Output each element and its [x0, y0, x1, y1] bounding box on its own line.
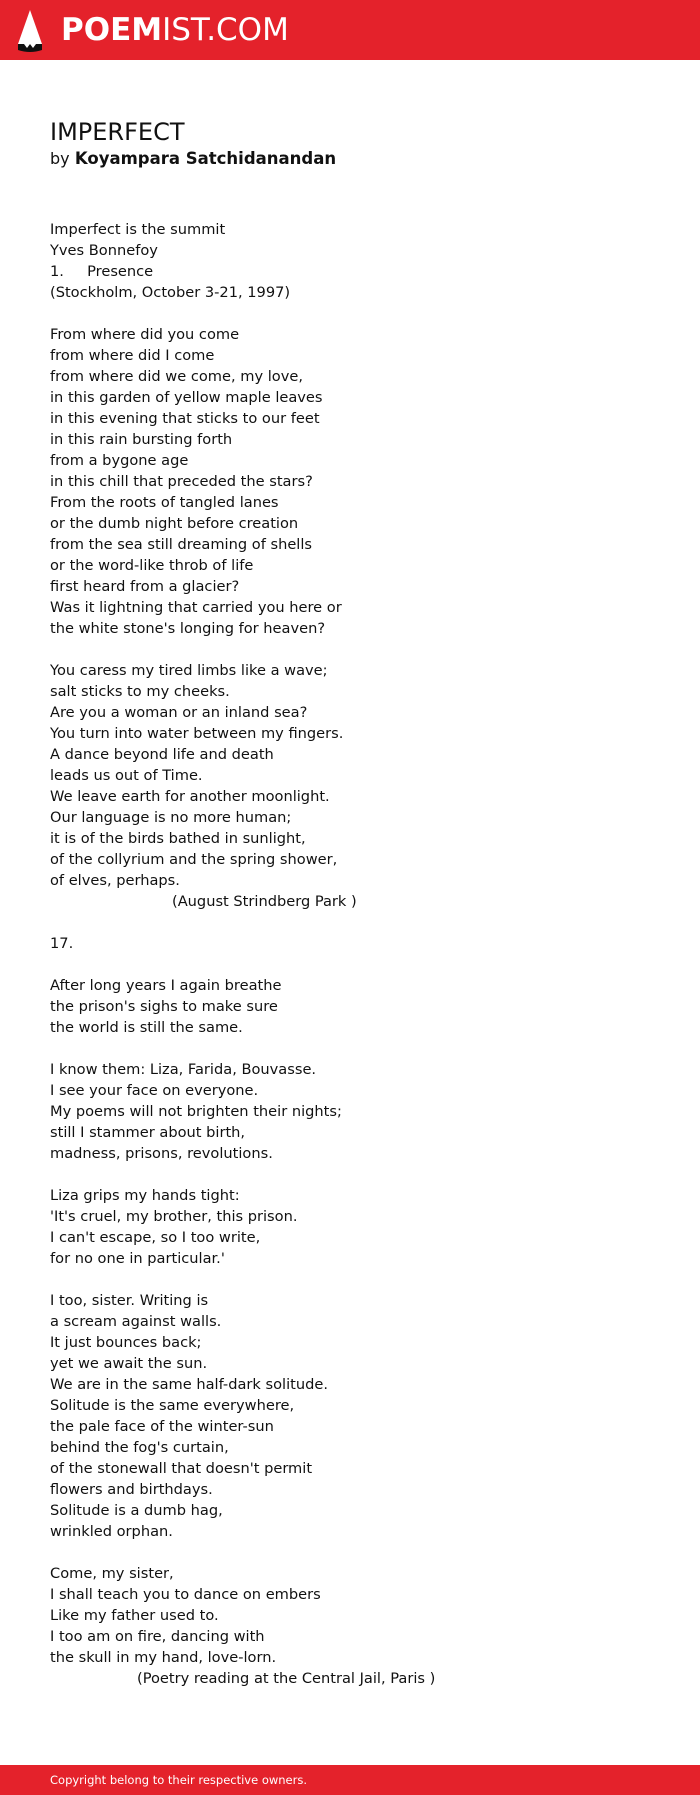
- poem-line: or the word-like throb of life: [50, 557, 254, 574]
- poem-line: 1. Presence: [50, 263, 154, 280]
- copyright-text: Copyright belong to their respective owners.: [50, 1773, 308, 1787]
- poem-line: leads us out of Time.: [50, 767, 203, 784]
- poem-line: Liza grips my hands tight:: [50, 1187, 240, 1204]
- stanza-break: [50, 1164, 650, 1185]
- stanza-break: [50, 1542, 650, 1563]
- author-name: Koyampara Satchidanandan: [74, 149, 337, 168]
- poem-line: of the stonewall that doesn't permit: [50, 1460, 313, 1477]
- poem-title: IMPERFECT: [50, 118, 185, 146]
- site-logo[interactable]: [61, 12, 289, 48]
- poem-line: Our language is no more human;: [50, 809, 292, 826]
- by-label: by: [50, 149, 70, 168]
- poem-line: Are you a woman or an inland sea?: [50, 704, 308, 721]
- poem-line: A dance beyond life and death: [50, 746, 274, 763]
- poem-line: a scream against walls.: [50, 1313, 222, 1330]
- poem-line: the pale face of the winter-sun: [50, 1418, 274, 1435]
- stanza-break: [50, 954, 650, 975]
- poem-line: From where did you come: [50, 326, 240, 343]
- poem-line: the prison's sighs to make sure: [50, 998, 278, 1015]
- poem-line: madness, prisons, revolutions.: [50, 1145, 273, 1162]
- poem-line: We leave earth for another moonlight.: [50, 788, 330, 805]
- poem-line: the world is still the same.: [50, 1019, 243, 1036]
- poem-line: Yves Bonnefoy: [50, 242, 158, 259]
- poem-line: behind the fog's curtain,: [50, 1439, 229, 1456]
- site-footer: [0, 1765, 700, 1795]
- poem-line: or the dumb night before creation: [50, 515, 299, 532]
- poem-line: still I stammer about birth,: [50, 1124, 246, 1141]
- poem-line: from where did we come, my love,: [50, 368, 303, 385]
- poem-line: of elves, perhaps.: [50, 872, 180, 889]
- poem-line: the white stone's longing for heaven?: [50, 620, 326, 637]
- poem-body: [50, 219, 650, 1689]
- poem-line: in this rain bursting forth: [50, 431, 233, 448]
- poem-line: of the collyrium and the spring shower,: [50, 851, 338, 868]
- poem-line: 'It's cruel, my brother, this prison.: [50, 1208, 298, 1225]
- byline: [50, 148, 336, 170]
- poem-line: in this garden of yellow maple leaves: [50, 389, 323, 406]
- poem-line: (Poetry reading at the Central Jail, Paris ): [137, 1670, 436, 1687]
- poem-line: (August Strindberg Park ): [172, 893, 357, 910]
- poem-line: You caress my tired limbs like a wave;: [50, 662, 328, 679]
- poem-line: We are in the same half-dark solitude.: [50, 1376, 328, 1393]
- poem-line: Solitude is a dumb hag,: [50, 1502, 223, 1519]
- poem-line: I can't escape, so I too write,: [50, 1229, 261, 1246]
- poem-line: It just bounces back;: [50, 1334, 202, 1351]
- stanza-break: [50, 1038, 650, 1059]
- poem-line: I shall teach you to dance on embers: [50, 1586, 321, 1603]
- poem-line: After long years I again breathe: [50, 977, 282, 994]
- pen-nib-logo-icon: [17, 10, 43, 52]
- poem-line: Imperfect is the summit: [50, 221, 226, 238]
- poem-line: wrinkled orphan.: [50, 1523, 173, 1540]
- poem-line: You turn into water between my fingers.: [50, 725, 344, 742]
- poem-line: salt sticks to my cheeks.: [50, 683, 230, 700]
- logo-bold-text: POEM: [61, 12, 163, 48]
- poem-line: Solitude is the same everywhere,: [50, 1397, 295, 1414]
- poem-line: 17.: [50, 935, 74, 952]
- site-header: [0, 0, 700, 60]
- poem-line: from the sea still dreaming of shells: [50, 536, 313, 553]
- logo-light-text: IST.COM: [162, 12, 289, 48]
- poem-line: From the roots of tangled lanes: [50, 494, 279, 511]
- poem-line: I too am on fire, dancing with: [50, 1628, 265, 1645]
- poem-line: I see your face on everyone.: [50, 1082, 259, 1099]
- poem-line: from a bygone age: [50, 452, 189, 469]
- poem-line: I know them: Liza, Farida, Bouvasse.: [50, 1061, 317, 1078]
- poem-line: I too, sister. Writing is: [50, 1292, 209, 1309]
- poem-line: from where did I come: [50, 347, 215, 364]
- stanza-break: [50, 912, 650, 933]
- stanza-break: [50, 303, 650, 324]
- poem-line: in this evening that sticks to our feet: [50, 410, 320, 427]
- poem-line: for no one in particular.': [50, 1250, 225, 1267]
- poem-line: the skull in my hand, love-lorn.: [50, 1649, 277, 1666]
- poem-line: it is of the birds bathed in sunlight,: [50, 830, 306, 847]
- stanza-break: [50, 1269, 650, 1290]
- poem-line: My poems will not brighten their nights;: [50, 1103, 342, 1120]
- poem-line: in this chill that preceded the stars?: [50, 473, 313, 490]
- poem-line: Come, my sister,: [50, 1565, 174, 1582]
- poem-line: Was it lightning that carried you here or: [50, 599, 342, 616]
- stanza-break: [50, 639, 650, 660]
- poem-line: (Stockholm, October 3-21, 1997): [50, 284, 291, 301]
- poem-line: Like my father used to.: [50, 1607, 219, 1624]
- poem-line: first heard from a glacier?: [50, 578, 240, 595]
- poem-line: flowers and birthdays.: [50, 1481, 213, 1498]
- poem-line: yet we await the sun.: [50, 1355, 208, 1372]
